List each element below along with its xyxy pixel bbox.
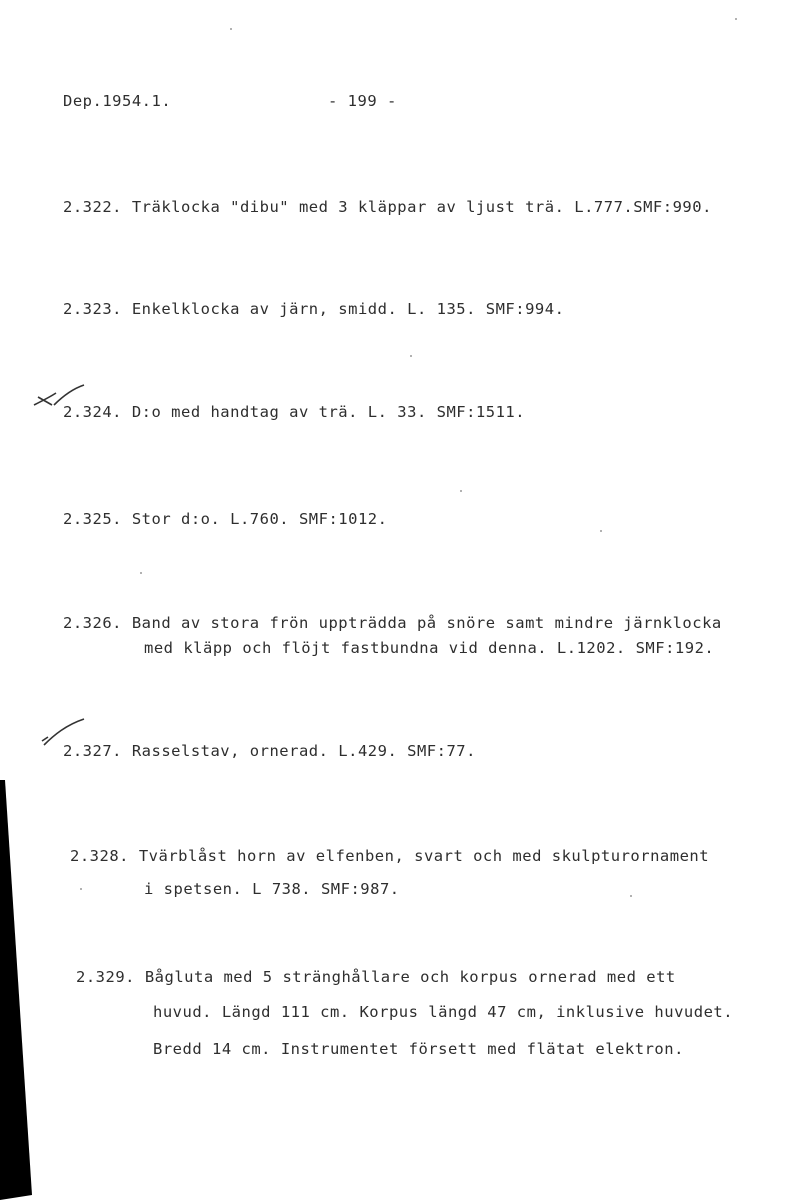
scan-speck xyxy=(230,28,232,30)
scan-speck xyxy=(140,572,142,574)
catalog-entry-2323: 2.323. Enkelklocka av järn, smidd. L. 135. SMF:994. xyxy=(63,300,565,318)
scan-speck xyxy=(630,895,632,897)
catalog-entry-2329-line-1: 2.329. Bågluta med 5 stränghållare och korpus ornerad med ett xyxy=(76,968,676,986)
catalog-entry-2328-line-1: 2.328. Tvärblåst horn av elfenben, svart och med skulpturornament xyxy=(70,847,710,865)
catalog-entry-2329-line-2: huvud. Längd 111 cm. Korpus längd 47 cm, inklusive huvudet. xyxy=(153,1003,734,1021)
catalog-entry-2326-line-1: 2.326. Band av stora frön uppträdda på snöre samt mindre järnklocka xyxy=(63,614,722,632)
scan-speck xyxy=(735,18,737,20)
catalog-entry-2329-line-3: Bredd 14 cm. Instrumentet försett med flätat elektron. xyxy=(153,1040,684,1058)
scan-speck xyxy=(410,355,412,357)
catalog-entry-2328-line-2: i spetsen. L 738. SMF:987. xyxy=(144,880,400,898)
document-reference: Dep.1954.1. xyxy=(63,92,172,110)
page-number: - 199 - xyxy=(328,92,397,110)
catalog-entry-2322: 2.322. Träklocka "dibu" med 3 kläppar av ljust trä. L.777.SMF:990. xyxy=(63,198,712,216)
catalog-entry-2325: 2.325. Stor d:o. L.760. SMF:1012. xyxy=(63,510,388,528)
scan-margin-shadow xyxy=(0,0,40,1200)
catalog-entry-2324: 2.324. D:o med handtag av trä. L. 33. SMF:1511. xyxy=(63,403,526,421)
catalog-entry-2327: 2.327. Rasselstav, ornerad. L.429. SMF:77. xyxy=(63,742,476,760)
scan-speck xyxy=(80,888,82,890)
catalog-entry-2326-line-2: med kläpp och flöjt fastbundna vid denna. L.1202. SMF:192. xyxy=(144,639,715,657)
scan-speck xyxy=(600,530,602,532)
scan-speck xyxy=(460,490,462,492)
